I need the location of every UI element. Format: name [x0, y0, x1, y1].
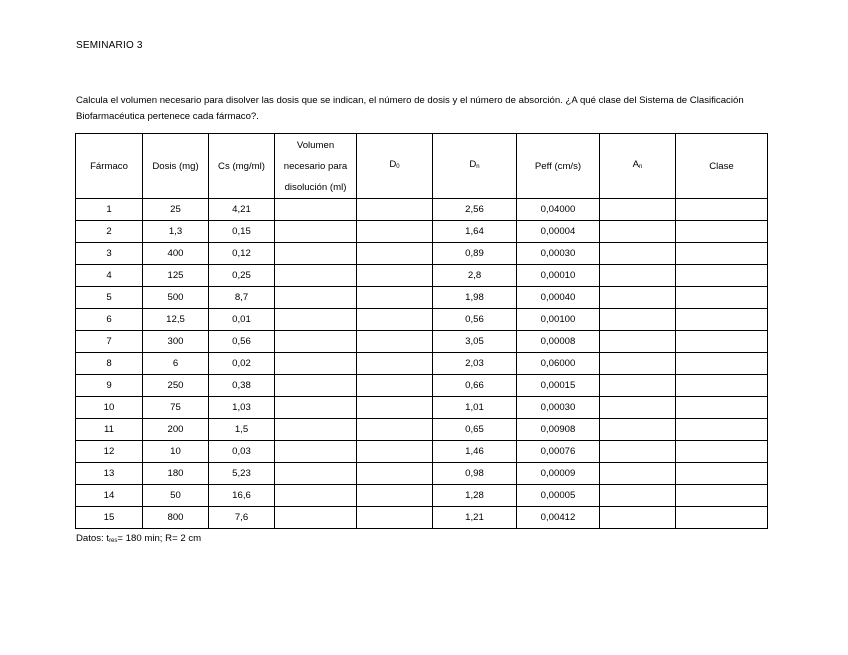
- cell-an: [600, 353, 676, 375]
- cell-dn: 0,89: [433, 243, 517, 265]
- cell-volumen: [275, 397, 357, 419]
- header-dn-sub: n: [476, 164, 480, 170]
- footnote: [76, 533, 201, 544]
- cell-an: [600, 485, 676, 507]
- cell-volumen: [275, 485, 357, 507]
- header-an-main: A: [632, 159, 640, 170]
- cell-dosis: 1,3: [143, 221, 209, 243]
- cell-dosis: 300: [143, 331, 209, 353]
- cell-farmaco: 2: [76, 221, 143, 243]
- table-row: [76, 309, 768, 331]
- cell-dosis: 10: [143, 441, 209, 463]
- header-an: [600, 134, 676, 199]
- footnote-prefix: Datos: t: [76, 533, 110, 544]
- cell-d0: [357, 287, 433, 309]
- table-row: [76, 507, 768, 529]
- table-row: [76, 441, 768, 463]
- cell-volumen: [275, 353, 357, 375]
- cell-cs: 8,7: [209, 287, 275, 309]
- cell-dn: 0,66: [433, 375, 517, 397]
- cell-d0: [357, 199, 433, 221]
- cell-an: [600, 441, 676, 463]
- table-body: [76, 199, 768, 529]
- cell-dn: 2,56: [433, 199, 517, 221]
- cell-d0: [357, 397, 433, 419]
- cell-cs: 7,6: [209, 507, 275, 529]
- cell-farmaco: 4: [76, 265, 143, 287]
- cell-peff: 0,00076: [517, 441, 600, 463]
- instructions-paragraph: Calcula el volumen necesario para disolver las dosis que se indican, el número de dosis y el número de absorción. ¿A qué clase del Sistema de Clasificación Biofarmacéutica pertenece cada fármaco?.: [76, 95, 744, 122]
- cell-farmaco: 10: [76, 397, 143, 419]
- cell-dosis: 25: [143, 199, 209, 221]
- cell-clase: [676, 287, 768, 309]
- cell-d0: [357, 331, 433, 353]
- cell-cs: 5,23: [209, 463, 275, 485]
- cell-farmaco: 12: [76, 441, 143, 463]
- cell-peff: 0,00009: [517, 463, 600, 485]
- cell-an: [600, 243, 676, 265]
- header-dn-main: D: [469, 159, 477, 170]
- cell-farmaco: 9: [76, 375, 143, 397]
- cell-farmaco: 1: [76, 199, 143, 221]
- cell-peff: 0,00005: [517, 485, 600, 507]
- cell-cs: 4,21: [209, 199, 275, 221]
- table-row: [76, 199, 768, 221]
- header-volumen: [275, 134, 357, 199]
- cell-d0: [357, 507, 433, 529]
- header-d0-main: D: [389, 159, 397, 170]
- table-row: [76, 221, 768, 243]
- cell-cs: 0,38: [209, 375, 275, 397]
- cell-d0: [357, 243, 433, 265]
- cell-peff: 0,00040: [517, 287, 600, 309]
- cell-cs: 16,6: [209, 485, 275, 507]
- cell-dn: 1,01: [433, 397, 517, 419]
- cell-cs: 0,56: [209, 331, 275, 353]
- cell-clase: [676, 507, 768, 529]
- table-row: [76, 463, 768, 485]
- cell-cs: 0,12: [209, 243, 275, 265]
- cell-farmaco: 3: [76, 243, 143, 265]
- cell-peff: 0,00100: [517, 309, 600, 331]
- header-d0: [357, 134, 433, 199]
- cell-an: [600, 221, 676, 243]
- cell-peff: 0,00010: [517, 265, 600, 287]
- cell-cs: 1,03: [209, 397, 275, 419]
- cell-peff: 0,04000: [517, 199, 600, 221]
- table-row: [76, 353, 768, 375]
- cell-dosis: 800: [143, 507, 209, 529]
- cell-an: [600, 287, 676, 309]
- cell-volumen: [275, 199, 357, 221]
- cell-farmaco: 15: [76, 507, 143, 529]
- cell-cs: 0,25: [209, 265, 275, 287]
- cell-an: [600, 375, 676, 397]
- cell-cs: 0,03: [209, 441, 275, 463]
- cell-cs: 1,5: [209, 419, 275, 441]
- cell-clase: [676, 353, 768, 375]
- cell-an: [600, 265, 676, 287]
- cell-dn: 0,65: [433, 419, 517, 441]
- cell-dn: 3,05: [433, 331, 517, 353]
- cell-volumen: [275, 419, 357, 441]
- cell-dosis: 180: [143, 463, 209, 485]
- header-dn: [433, 134, 517, 199]
- header-volumen-line-2: necesario para: [283, 160, 348, 172]
- cell-an: [600, 397, 676, 419]
- cell-clase: [676, 221, 768, 243]
- cell-dosis: 200: [143, 419, 209, 441]
- cell-farmaco: 8: [76, 353, 143, 375]
- cell-peff: 0,00030: [517, 243, 600, 265]
- cell-dosis: 12,5: [143, 309, 209, 331]
- cell-d0: [357, 221, 433, 243]
- cell-dosis: 125: [143, 265, 209, 287]
- cell-volumen: [275, 441, 357, 463]
- cell-dn: 0,56: [433, 309, 517, 331]
- cell-clase: [676, 441, 768, 463]
- table-row: [76, 265, 768, 287]
- cell-clase: [676, 485, 768, 507]
- cell-dosis: 75: [143, 397, 209, 419]
- cell-peff: 0,00008: [517, 331, 600, 353]
- cell-peff: 0,00908: [517, 419, 600, 441]
- header-d0-sub: 0: [396, 164, 400, 170]
- cell-peff: 0,00412: [517, 507, 600, 529]
- cell-d0: [357, 485, 433, 507]
- cell-dn: 1,28: [433, 485, 517, 507]
- table-row: [76, 287, 768, 309]
- header-cs: Cs (mg/ml): [209, 134, 275, 199]
- header-peff: Peff (cm/s): [517, 134, 600, 199]
- cell-an: [600, 309, 676, 331]
- cell-d0: [357, 419, 433, 441]
- cell-volumen: [275, 375, 357, 397]
- cell-cs: 0,15: [209, 221, 275, 243]
- cell-dosis: 6: [143, 353, 209, 375]
- cell-dosis: 250: [143, 375, 209, 397]
- cell-volumen: [275, 463, 357, 485]
- page-title: SEMINARIO 3: [76, 40, 143, 51]
- header-farmaco: Fármaco: [76, 134, 143, 199]
- cell-dosis: 400: [143, 243, 209, 265]
- cell-farmaco: 6: [76, 309, 143, 331]
- cell-clase: [676, 397, 768, 419]
- cell-farmaco: 7: [76, 331, 143, 353]
- cell-volumen: [275, 331, 357, 353]
- cell-clase: [676, 463, 768, 485]
- cell-peff: 0,00004: [517, 221, 600, 243]
- cell-dn: 1,64: [433, 221, 517, 243]
- cell-clase: [676, 265, 768, 287]
- cell-an: [600, 199, 676, 221]
- table-row: [76, 243, 768, 265]
- cell-clase: [676, 243, 768, 265]
- cell-an: [600, 419, 676, 441]
- table-row: [76, 331, 768, 353]
- cell-an: [600, 331, 676, 353]
- cell-d0: [357, 309, 433, 331]
- cell-clase: [676, 331, 768, 353]
- cell-peff: 0,00030: [517, 397, 600, 419]
- table-row: [76, 397, 768, 419]
- cell-volumen: [275, 507, 357, 529]
- cell-dn: 2,8: [433, 265, 517, 287]
- cell-d0: [357, 353, 433, 375]
- header-volumen-line-1: Volumen: [296, 139, 335, 151]
- footnote-suffix: = 180 min; R= 2 cm: [117, 533, 202, 544]
- cell-farmaco: 11: [76, 419, 143, 441]
- cell-cs: 0,02: [209, 353, 275, 375]
- cell-d0: [357, 375, 433, 397]
- cell-farmaco: 14: [76, 485, 143, 507]
- cell-farmaco: 5: [76, 287, 143, 309]
- cell-dn: 1,46: [433, 441, 517, 463]
- cell-clase: [676, 419, 768, 441]
- cell-peff: 0,06000: [517, 353, 600, 375]
- footnote-sub: res: [109, 538, 118, 544]
- cell-dosis: 50: [143, 485, 209, 507]
- cell-clase: [676, 199, 768, 221]
- cell-an: [600, 507, 676, 529]
- cell-clase: [676, 375, 768, 397]
- cell-d0: [357, 463, 433, 485]
- cell-dn: 1,98: [433, 287, 517, 309]
- drug-table: [75, 133, 768, 529]
- cell-an: [600, 463, 676, 485]
- header-an-sub: n: [639, 164, 643, 170]
- table-header-row: [76, 134, 768, 199]
- cell-dn: 1,21: [433, 507, 517, 529]
- cell-farmaco: 13: [76, 463, 143, 485]
- cell-d0: [357, 441, 433, 463]
- header-dosis: Dosis (mg): [143, 134, 209, 199]
- cell-volumen: [275, 309, 357, 331]
- table-row: [76, 419, 768, 441]
- cell-dosis: 500: [143, 287, 209, 309]
- cell-volumen: [275, 221, 357, 243]
- cell-volumen: [275, 265, 357, 287]
- cell-volumen: [275, 287, 357, 309]
- cell-d0: [357, 265, 433, 287]
- cell-dn: 0,98: [433, 463, 517, 485]
- cell-clase: [676, 309, 768, 331]
- cell-dn: 2,03: [433, 353, 517, 375]
- header-clase: Clase: [676, 134, 768, 199]
- table-row: [76, 375, 768, 397]
- header-volumen-line-3: disolución (ml): [284, 181, 347, 193]
- table-row: [76, 485, 768, 507]
- cell-peff: 0,00015: [517, 375, 600, 397]
- cell-volumen: [275, 243, 357, 265]
- cell-cs: 0,01: [209, 309, 275, 331]
